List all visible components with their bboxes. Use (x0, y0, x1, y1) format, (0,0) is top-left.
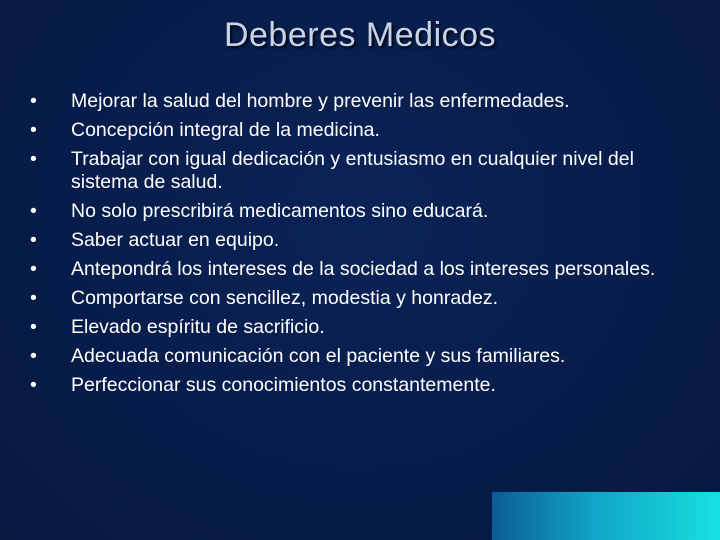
bullet-item (30, 374, 700, 397)
bullet-text: Mejorar la salud del hombre y prevenir las enfermedades. (71, 90, 570, 112)
bullet-text: Trabajar con igual dedicación y entusiasmo en cualquier nivel del sistema de salud. (71, 148, 634, 193)
bullet-text: Antepondrá los intereses de la sociedad a los intereses personales. (71, 258, 656, 280)
bullet-text: No solo prescribirá medicamentos sino educará. (71, 200, 489, 222)
bullet-item (30, 287, 700, 310)
bullet-item (30, 229, 700, 252)
bullet-icon: • (30, 316, 37, 338)
bullet-icon: • (30, 148, 37, 170)
bullet-text: Comportarse con sencillez, modestia y honradez. (71, 287, 499, 309)
bullet-text: Saber actuar en equipo. (71, 229, 280, 251)
bullet-text: Concepción integral de la medicina. (71, 119, 380, 141)
bullet-item (30, 119, 700, 142)
decorative-gradient-block (492, 492, 720, 540)
bullet-item (30, 258, 700, 281)
bullet-item (30, 90, 700, 113)
bullet-icon: • (30, 200, 37, 222)
bullet-icon: • (30, 258, 37, 280)
bullet-text: Adecuada comunicación con el paciente y sus familiares. (71, 345, 566, 367)
bullet-text: Perfeccionar sus conocimientos constantemente. (71, 374, 496, 396)
bullet-icon: • (30, 374, 37, 396)
bullet-icon: • (30, 119, 37, 141)
bullet-icon: • (30, 229, 37, 251)
bullet-item (30, 148, 700, 194)
bullet-list (30, 90, 700, 403)
bullet-text: Elevado espíritu de sacrificio. (71, 316, 325, 338)
bullet-item (30, 200, 700, 223)
slide-title: Deberes Medicos (223, 16, 497, 54)
bullet-item (30, 316, 700, 339)
bullet-icon: • (30, 345, 37, 367)
bullet-icon: • (30, 90, 37, 112)
bullet-item (30, 345, 700, 368)
bullet-icon: • (30, 287, 37, 309)
